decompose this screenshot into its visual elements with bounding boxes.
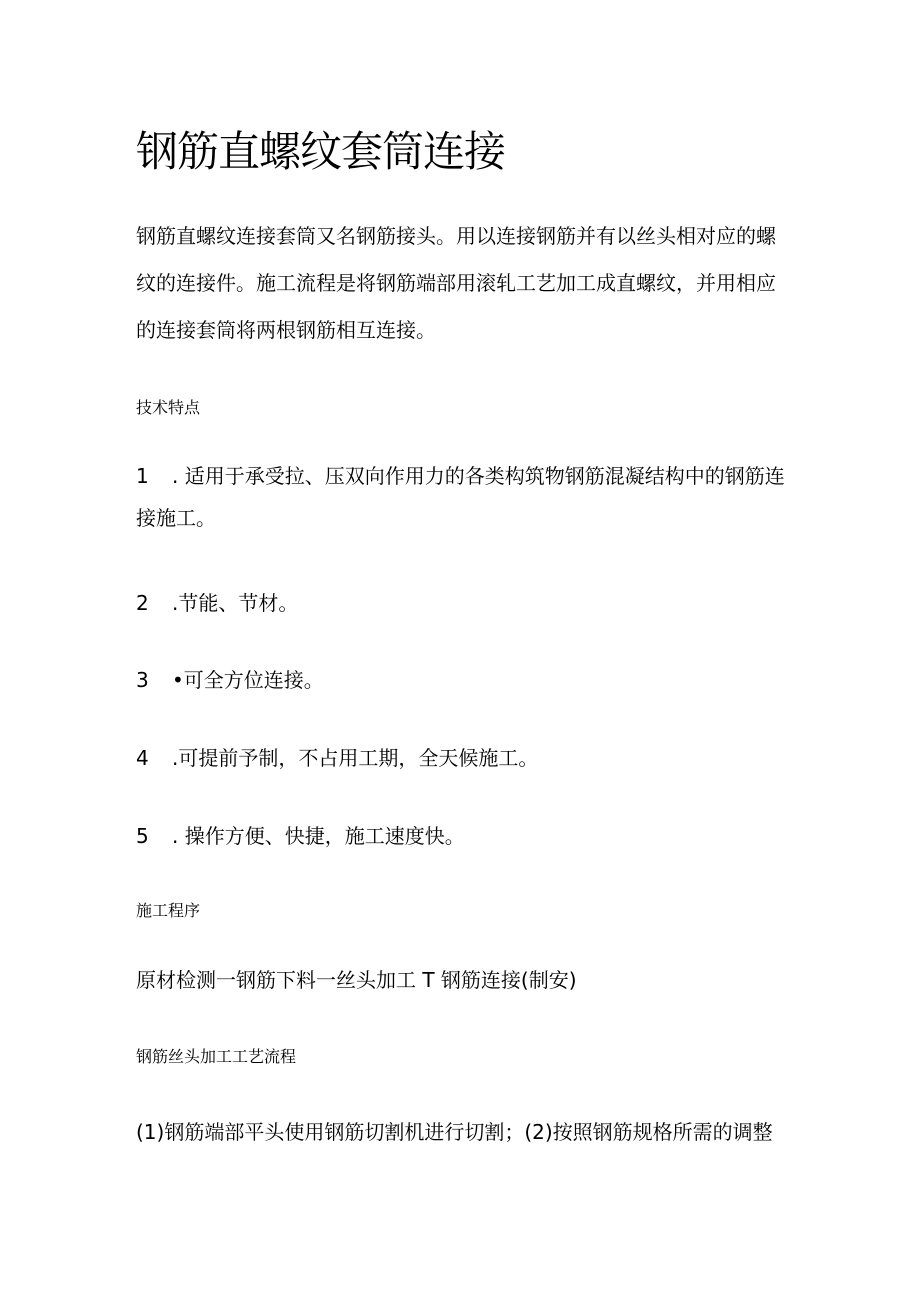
- feature-number: 5: [136, 824, 149, 848]
- feature-item-3: [136, 664, 324, 696]
- feature-item-1: [136, 455, 791, 539]
- intro-paragraph: 钢筋直螺纹连接套筒又名钢筋接头。用以连接钢筋并有以丝头相对应的螺纹的连接件。施工流程是将钢筋端部用滚轧工艺加工成直螺纹，并用相应的连接套筒将两根钢筋相互连接。: [136, 224, 776, 342]
- process-heading: 钢筋丝头加工工艺流程: [136, 1047, 297, 1066]
- procedure-text: 原材检测一钢筋下料一丝头加工 T 钢筋连接(制安): [136, 968, 577, 992]
- feature-number: 4: [136, 746, 149, 770]
- procedure-heading: 施工程序: [136, 901, 201, 920]
- process-text: (1)钢筋端部平头使用钢筋切割机进行切割；(2)按照钢筋规格所需的调整: [136, 1120, 773, 1144]
- feature-number: 1: [136, 464, 149, 488]
- feature-number: 3: [136, 668, 149, 692]
- feature-text: .可提前予制，不占用工期，全天候施工。: [172, 746, 539, 770]
- feature-text: . 适用于承受拉、压双向作用力的各类构筑物钢筋混凝结构中的钢筋连接施工。: [136, 464, 785, 530]
- feature-text: .节能、节材。: [172, 591, 299, 615]
- feature-text: . 操作方便、快捷，施工速度快。: [172, 824, 465, 848]
- feature-number: 2: [136, 591, 149, 615]
- feature-text: •可全方位连接。: [172, 668, 324, 692]
- features-heading: 技术特点: [136, 398, 201, 417]
- feature-item-4: [136, 742, 538, 774]
- feature-item-2: [136, 587, 298, 619]
- feature-item-5: [136, 820, 465, 852]
- page-title: 钢筋直螺纹套筒连接: [136, 127, 506, 176]
